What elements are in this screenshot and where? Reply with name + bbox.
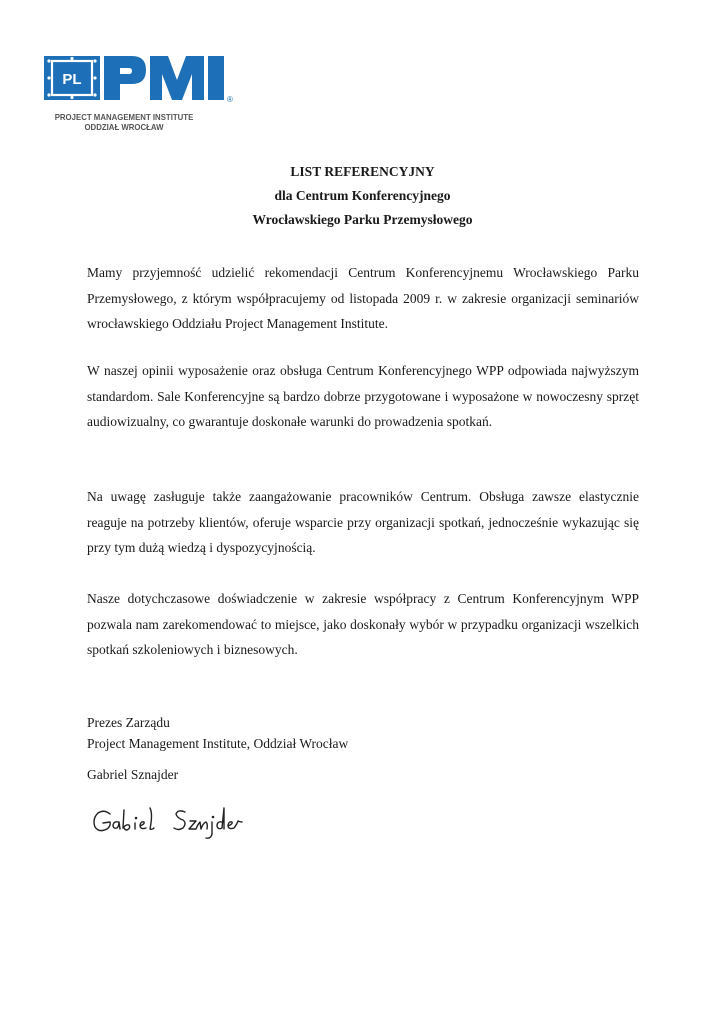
logo-subtitle-line2: ODDZIAŁ WROCŁAW: [84, 122, 164, 132]
handwritten-signature: [90, 800, 290, 844]
registered-mark: ®: [227, 95, 233, 104]
signer-name: Gabriel Sznajder: [87, 767, 179, 782]
body-paragraph: Mamy przyjemność udzielić rekomendacji Centrum Konferencyjnemu Wrocławskiego Parku Przemysłowego, z którym współpracujemy od listopada 2009 r. w zakresie organizacji seminariów wrocławskiego Oddziału Project Management Institute.: [87, 265, 639, 331]
pmi-logo: [44, 54, 234, 140]
logo-badge-text: PL: [62, 71, 82, 88]
signer-position: Prezes Zarządu: [87, 715, 170, 730]
body-paragraph: Nasze dotychczasowe doświadczenie w zakresie współpracy z Centrum Konferencyjnym WPP pozwala nam zarekomendować to miejsce, jako doskonały wybór w przypadku organizacji wszelkich spotkań szkoleniowych i biznesowych.: [87, 591, 639, 657]
letter-title: LIST REFERENCYJNY: [290, 164, 435, 179]
letter-subtitle-1: dla Centrum Konferencyjnego: [274, 188, 451, 203]
body-paragraph: Na uwagę zasługuje także zaangażowanie pracowników Centrum. Obsługa zawsze elastycznie reaguje na potrzeby klientów, oferuje wsparcie przy organizacji spotkań, jednocześnie wykazując się przy tym dużą wiedzą i dyspozycyjnością.: [87, 489, 639, 555]
logo-subtitle-line1: PROJECT MANAGEMENT INSTITUTE: [54, 112, 194, 122]
letter-subtitle-2: Wrocławskiego Parku Przemysłowego: [252, 212, 473, 227]
body-paragraph: W naszej opinii wyposażenie oraz obsługa Centrum Konferencyjnego WPP odpowiada najwyższym standardom. Sale Konferencyjne są bardzo dobrze przygotowane i wyposażone w nowoczesny sprzęt audiowizualny, co gwarantuje doskonałe warunki do prowadzenia spotkań.: [87, 363, 639, 429]
signer-organization: Project Management Institute, Oddział Wrocław: [87, 736, 349, 751]
pmi-logo-graphic: [44, 54, 234, 110]
